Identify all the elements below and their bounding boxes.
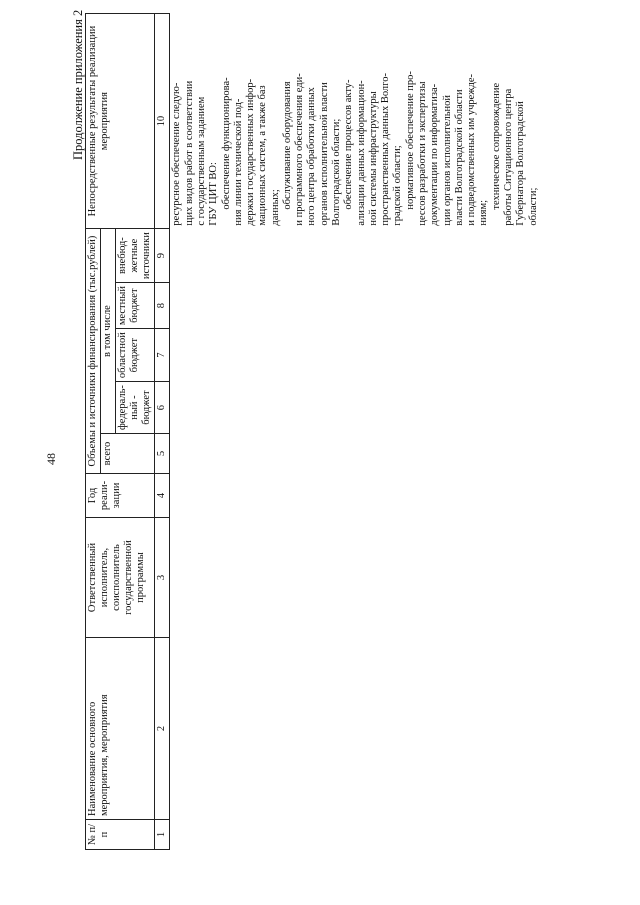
results-line: и подведомственных им учрежде- (466, 73, 478, 226)
header-number: № п/п (86, 820, 155, 850)
empty-cell (170, 638, 541, 820)
results-line: пространственных данных Волго- (380, 73, 392, 226)
results-line: Волгоградской области; (331, 118, 343, 226)
results-line: нормативное обеспечение про- (404, 71, 416, 210)
empty-cell (170, 283, 541, 329)
results-line: данных; (269, 189, 281, 226)
program-activities-table (85, 13, 541, 850)
page-number: 48 (44, 453, 58, 465)
empty-cell (170, 329, 541, 382)
results-line: области; (527, 187, 539, 226)
header-extrabudget-sources: внебюд-жетные источники (116, 229, 155, 283)
header-responsible: Ответственный исполнитель, соисполнитель государственной программы (86, 518, 155, 638)
results-line: ния линии технической под- (232, 98, 244, 226)
results-text (171, 17, 539, 226)
header-results: Непосредственные результаты реализации мероприятия (86, 14, 155, 229)
results-line: и программного обеспечения еди- (294, 73, 306, 226)
results-line: ции органов исполнительной (441, 94, 453, 226)
header-total: всего (101, 434, 155, 474)
results-line: цессов разработки и экспертизы (417, 81, 428, 226)
results-line: мационных систем, а также баз (257, 85, 269, 226)
results-line: техническое сопровождение (490, 82, 502, 210)
column-number: 3 (155, 518, 170, 638)
results-line: с государственным заданием (195, 96, 207, 226)
column-number: 2 (155, 638, 170, 820)
results-line: ГБУ ЦИТ ВО: (208, 162, 220, 226)
column-number: 6 (155, 382, 170, 434)
results-line: градской области; (392, 145, 404, 226)
header-year: Год реали-зации (86, 474, 155, 518)
results-line: обеспечение процессов акту- (343, 79, 355, 210)
column-number: 1 (155, 820, 170, 850)
header-including: в том числе (101, 229, 116, 434)
results-line: власти Волгоградской области (453, 89, 465, 226)
header-activity-name: Наименование основного мероприятия, мероприятия (86, 638, 155, 820)
empty-cell (170, 229, 541, 283)
column-number: 9 (155, 229, 170, 283)
empty-cell (170, 518, 541, 638)
appendix-continuation-title: Продолжение приложения 2 (71, 9, 85, 160)
empty-cell (170, 434, 541, 474)
results-line: Губернатора Волгоградской (515, 101, 527, 226)
empty-cell (170, 820, 541, 850)
column-number: 8 (155, 283, 170, 329)
column-number: 7 (155, 329, 170, 382)
results-line: ресурсное обеспечение следую- (171, 82, 183, 226)
column-numbers-row (155, 14, 170, 850)
empty-cell (170, 382, 541, 434)
column-number: 4 (155, 474, 170, 518)
column-number: 5 (155, 434, 170, 474)
results-cell (170, 14, 541, 229)
results-line: обслуживание оборудования (281, 81, 293, 210)
header-local-budget: местный бюджет (116, 283, 155, 329)
results-line: держки государственных инфор- (245, 78, 257, 226)
results-line: ализации данных информацион- (355, 80, 367, 226)
header-funding: Объемы и источники финансирования (тыс.рублей) (86, 229, 101, 474)
table-row (170, 14, 541, 850)
column-number: 10 (155, 14, 170, 229)
header-federal-budget: федераль-ный - бюджет (116, 382, 155, 434)
results-line: работы Ситуационного центра (502, 88, 514, 226)
results-line: органов исполнительной власти (318, 82, 330, 226)
results-line: ниям; (478, 199, 490, 226)
results-line: обеспечение функционирова- (220, 77, 232, 210)
results-line: ного центра обработки данных (306, 87, 318, 226)
header-regional-budget: областной бюджет (116, 329, 155, 382)
empty-cell (170, 474, 541, 518)
results-line: ной системы инфраструктуры (367, 91, 379, 226)
results-line: документации по информатиза- (429, 83, 441, 226)
results-line: щих видов работ в соответствии (183, 80, 195, 226)
